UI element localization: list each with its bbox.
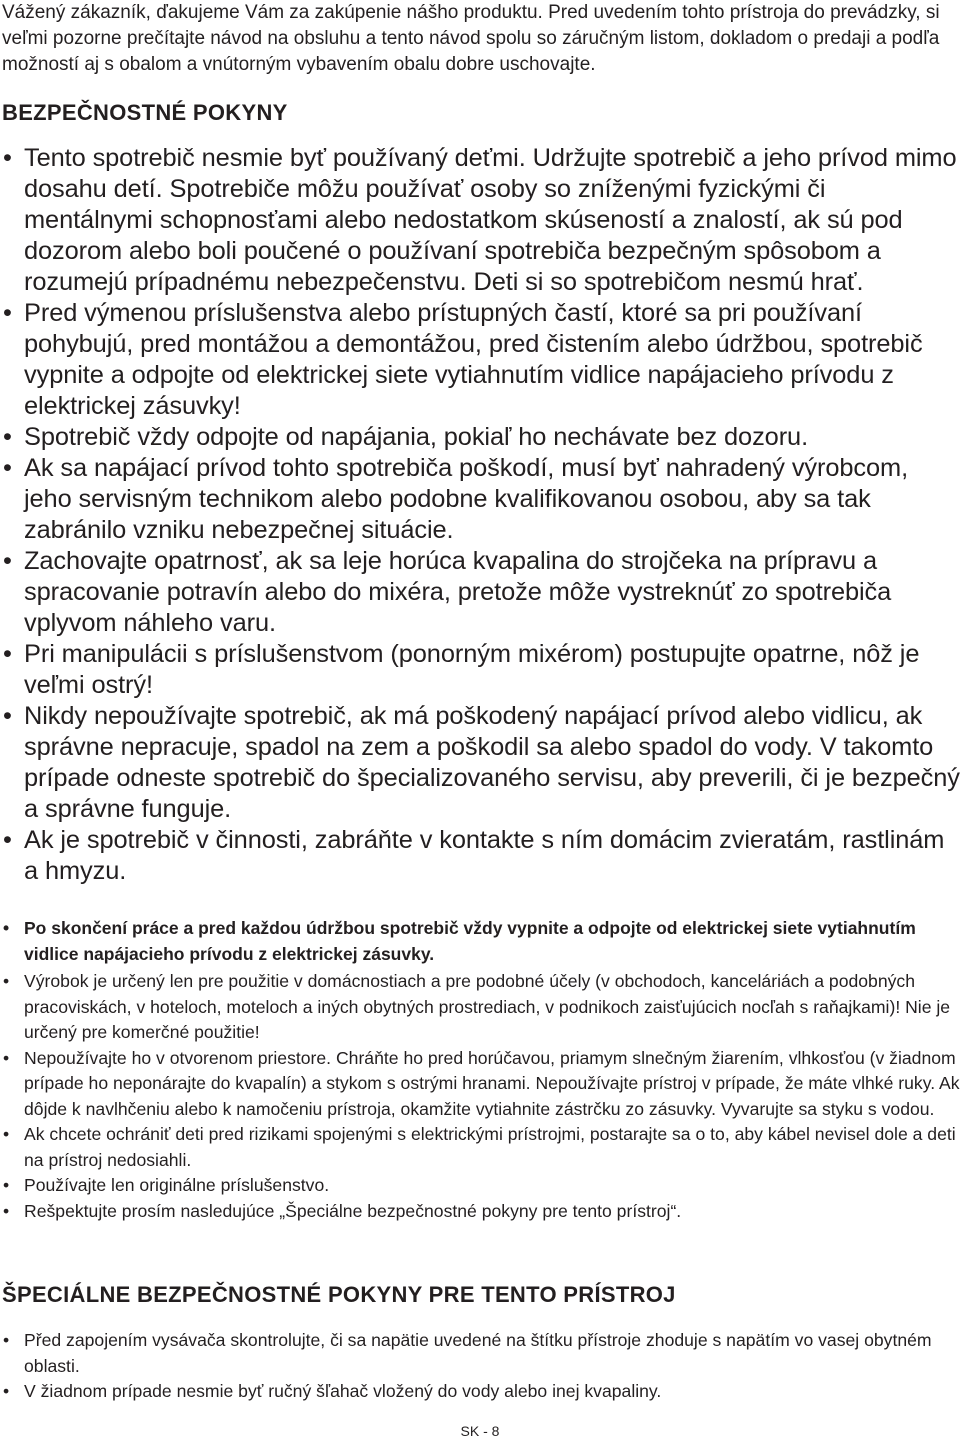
list-item: • Rešpektujte prosím nasledujúce „Špeciálne bezpečnostné pokyny pre tento prístroj“. xyxy=(0,1199,960,1225)
list-item: • Po skončení práce a pred každou údržbou spotrebič vždy vypnite a odpojte od elektrickej siete vytiahnutím vidlice napájacieho prívodu z elektrickej zásuvky. xyxy=(0,916,960,967)
page-number: SK - 8 xyxy=(460,1423,500,1439)
list-item: • Používajte len originálne príslušenstvo. xyxy=(0,1173,960,1199)
list-item: • Nepoužívajte ho v otvorenom priestore. Chráňte ho pred horúčavou, priamym slnečným žiarením, vlhkosťou (v žiadnom prípade ho neponárajte do kvapalín) a stykom s ostrými hranami. Nepoužívajte prístroj v prípade, že máte vlhké ruky. Ak dôjde k navlhčeniu alebo k namočeniu prístroja, okamžite vytiahnite zástrčku zo zásuvky. Vyvarujte sa styku s vodou. xyxy=(0,1046,960,1123)
list-item: • Pri manipulácii s príslušenstvom (ponorným mixérom) postupujte opatrne, nôž je veľmi ostrý! xyxy=(0,639,960,701)
list-item: • Před zapojením vysávača skontrolujte, či sa napätie uvedené na štítku přístroje zhoduje s napätím vo vasej obytném oblasti. xyxy=(0,1328,960,1379)
list-item: • Ak chcete ochrániť deti pred rizikami spojenými s elektrickými prístrojmi, postarajte sa o to, aby kábel nevisel dole a deti na prístroj nedosiahli. xyxy=(0,1122,960,1173)
list-item: • Ak je spotrebič v činnosti, zabráňte v kontakte s ním domácim zvieratám, rastlinám a hmyzu. xyxy=(0,825,960,887)
safety-list-large xyxy=(0,143,960,887)
list-item: • Nikdy nepoužívajte spotrebič, ak má poškodený napájací prívod alebo vidlicu, ak správne nepracuje, spadol na zem a poškodil sa alebo spadol do vody. V takomto prípade odneste spotrebič do špecializovaného servisu, aby preverili, či je bezpečný a správne funguje. xyxy=(0,701,960,825)
special-list xyxy=(0,1328,960,1405)
safety-list-bold xyxy=(0,916,960,967)
list-item: • Spotrebič vždy odpojte od napájania, pokiaľ ho nechávate bez dozoru. xyxy=(0,422,960,453)
intro-paragraph: Vážený zákazník, ďakujeme Vám za zakúpenie nášho produktu. Pred uvedením tohto prístroja do prevádzky, si veľmi pozorne prečítajte návod na obsluhu a tento návod spolu so záručným listom, dokladom o predaji a podľa možností aj s obalom a vnútorným vybavením obalu dobre uschovajte. xyxy=(2,2,940,75)
list-item: • Pred výmenou príslušenstva alebo prístupných častí, ktoré sa pri používaní pohybujú, pred montážou a demontážou, pred čistením alebo údržbou, spotrebič vypnite a odpojte od elektrickej siete vytiahnutím vidlice napájacieho prívodu z elektrickej zásuvky! xyxy=(0,298,960,422)
special-heading: ŠPECIÁLNE BEZPEČNOSTNÉ POKYNY PRE TENTO PRÍSTROJ xyxy=(2,1282,676,1307)
safety-heading: BEZPEČNOSTNÉ POKYNY xyxy=(2,100,288,125)
list-item: • Zachovajte opatrnosť, ak sa leje horúca kvapalina do strojčeka na prípravu a spracovanie potravín alebo do mixéra, pretože môže vystreknúť zo spotrebiča vplyvom náhleho varu. xyxy=(0,546,960,639)
list-item: • Ak sa napájací prívod tohto spotrebiča poškodí, musí byť nahradený výrobcom, jeho servisným technikom alebo podobne kvalifikovanou osobou, aby sa tak zabránilo vzniku nebezpečnej situácie. xyxy=(0,453,960,546)
safety-list-small xyxy=(0,969,960,1224)
list-item: • V žiadnom prípade nesmie byť ručný šľahač vložený do vody alebo inej kvapaliny. xyxy=(0,1379,960,1405)
list-item: • Výrobok je určený len pre použitie v domácnostiach a pre podobné účely (v obchodoch, kanceláriách a podobných pracoviskách, v hoteloch, moteloch a iných obytných prostrediach, v podnikoch zaisťujúcich nocľah s raňajkami)! Nie je určený pre komerčné použitie! xyxy=(0,969,960,1046)
list-item: • Tento spotrebič nesmie byť používaný deťmi. Udržujte spotrebič a jeho prívod mimo dosahu detí. Spotrebiče môžu používať osoby so zníženými fyzickými či mentálnymi schopnosťami alebo nedostatkom skúseností a znalostí, ak sú pod dozorom alebo boli poučené o používaní spotrebiča bezpečným spôsobom a rozumejú prípadnému nebezpečenstvu. Deti si so spotrebičom nesmú hrať. xyxy=(0,143,960,298)
